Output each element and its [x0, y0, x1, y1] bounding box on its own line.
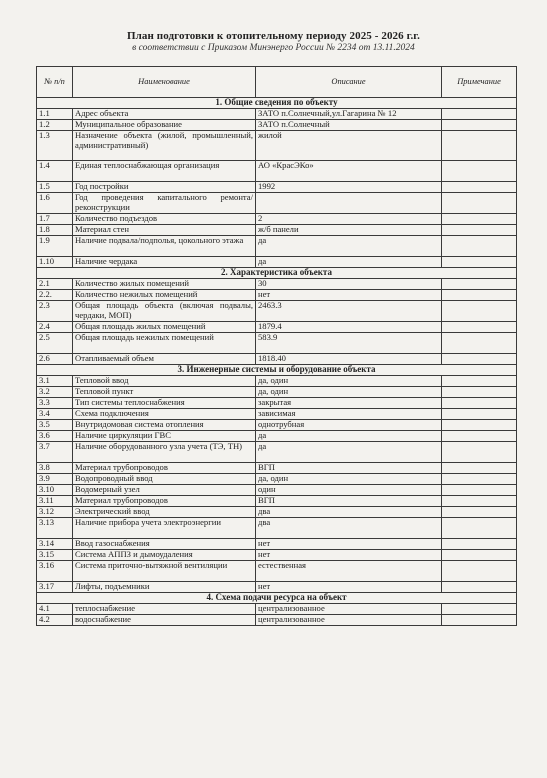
row-note: [442, 615, 517, 626]
row-note: [442, 236, 517, 257]
table-row: [37, 322, 517, 333]
row-number: 3.10: [37, 485, 73, 496]
row-name: Количество нежилых помещений: [73, 290, 256, 301]
document-subtitle: в соответствии с Приказом Минэнерго России № 2234 от 13.11.2024: [132, 43, 415, 53]
row-number: 1.6: [37, 193, 73, 214]
row-name: Наличие оборудованного узла учета (ТЭ, ТН): [73, 442, 256, 463]
row-description: ЗАТО п.Солнечный,ул.Гагарина № 12: [256, 109, 442, 120]
row-note: [442, 582, 517, 593]
row-description: один: [256, 485, 442, 496]
row-number: 2.2.: [37, 290, 73, 301]
table-row: [37, 301, 517, 322]
row-number: 3.12: [37, 507, 73, 518]
table-row: [37, 442, 517, 463]
table-row: [37, 582, 517, 593]
row-name: Общая площадь нежилых помещений: [73, 333, 256, 354]
row-name: Водопроводный ввод: [73, 474, 256, 485]
row-description: нет: [256, 582, 442, 593]
document-title: План подготовки к отопительному периоду 2025 - 2026 г.г.: [126, 30, 421, 42]
row-number: 1.9: [37, 236, 73, 257]
table-row: [37, 182, 517, 193]
row-note: [442, 322, 517, 333]
row-number: 3.6: [37, 431, 73, 442]
table-row: [37, 387, 517, 398]
table-row: [37, 474, 517, 485]
column-header-name: Наименование: [73, 67, 256, 98]
row-description: два: [256, 507, 442, 518]
table-row: [37, 109, 517, 120]
row-name: Материал стен: [73, 225, 256, 236]
row-name: Общая площадь жилых помещений: [73, 322, 256, 333]
row-description: да, один: [256, 376, 442, 387]
row-note: [442, 161, 517, 182]
row-description: нет: [256, 550, 442, 561]
row-note: [442, 496, 517, 507]
row-number: 3.4: [37, 409, 73, 420]
row-description: да, один: [256, 474, 442, 485]
row-note: [442, 376, 517, 387]
row-description: ВГП: [256, 496, 442, 507]
row-number: 1.4: [37, 161, 73, 182]
row-description: 2: [256, 214, 442, 225]
row-number: 3.2: [37, 387, 73, 398]
column-header-description: Описание: [256, 67, 442, 98]
row-note: [442, 279, 517, 290]
table-row: [37, 333, 517, 354]
row-number: 1.2: [37, 120, 73, 131]
row-number: 2.5: [37, 333, 73, 354]
row-number: 3.11: [37, 496, 73, 507]
row-name: Внутридомовая система отопления: [73, 420, 256, 431]
row-number: 1.3: [37, 131, 73, 161]
row-number: 3.9: [37, 474, 73, 485]
row-note: [442, 550, 517, 561]
row-number: 2.6: [37, 354, 73, 365]
row-number: 2.3: [37, 301, 73, 322]
table-row: [37, 376, 517, 387]
row-description: централизованное: [256, 615, 442, 626]
row-description: нет: [256, 290, 442, 301]
row-name: Количество жилых помещений: [73, 279, 256, 290]
row-name: Электрический ввод: [73, 507, 256, 518]
row-note: [442, 409, 517, 420]
row-description: да: [256, 442, 442, 463]
row-number: 4.2: [37, 615, 73, 626]
row-name: Назначение объекта (жилой, промышленный, административный): [73, 131, 256, 161]
table-row: [37, 463, 517, 474]
row-note: [442, 474, 517, 485]
row-note: [442, 398, 517, 409]
table-row: [37, 257, 517, 268]
row-description: да: [256, 431, 442, 442]
row-description: централизованное: [256, 604, 442, 615]
table-row: [37, 398, 517, 409]
row-number: 1.7: [37, 214, 73, 225]
row-note: [442, 387, 517, 398]
row-name: Тепловой ввод: [73, 376, 256, 387]
row-number: 4.1: [37, 604, 73, 615]
row-note: [442, 431, 517, 442]
row-description: однотрубная: [256, 420, 442, 431]
row-description: 30: [256, 279, 442, 290]
row-note: [442, 214, 517, 225]
row-name: Наличие чердака: [73, 257, 256, 268]
row-note: [442, 290, 517, 301]
table-row: [37, 120, 517, 131]
table-row: [37, 236, 517, 257]
table-row: [37, 431, 517, 442]
row-name: теплоснабжение: [73, 604, 256, 615]
section-title: 4. Схема подачи ресурса на объект: [37, 593, 517, 604]
row-note: [442, 193, 517, 214]
row-name: Материал трубопроводов: [73, 463, 256, 474]
row-name: водоснабжение: [73, 615, 256, 626]
section-title: 2. Характеристика объекта: [37, 268, 517, 279]
row-number: 3.15: [37, 550, 73, 561]
row-description: ВГП: [256, 463, 442, 474]
row-number: 1.5: [37, 182, 73, 193]
section-header-row: [37, 593, 517, 604]
row-note: [442, 442, 517, 463]
row-name: Год постройки: [73, 182, 256, 193]
row-number: 3.13: [37, 518, 73, 539]
row-description: зависимая: [256, 409, 442, 420]
row-description: 583.9: [256, 333, 442, 354]
row-name: Адрес объекта: [73, 109, 256, 120]
row-note: [442, 539, 517, 550]
table-row: [37, 214, 517, 225]
table-row: [37, 496, 517, 507]
row-name: Отапливаемый объем: [73, 354, 256, 365]
row-description: да, один: [256, 387, 442, 398]
row-name: Общая площадь объекта (включая подвалы, чердаки, МОП): [73, 301, 256, 322]
row-name: Тепловой пункт: [73, 387, 256, 398]
row-name: Ввод газоснабжения: [73, 539, 256, 550]
section-title: 3. Инженерные системы и оборудование объекта: [37, 365, 517, 376]
row-description: ж/б панели: [256, 225, 442, 236]
row-name: Лифты, подъемники: [73, 582, 256, 593]
table-row: [37, 290, 517, 301]
row-name: Материал трубопроводов: [73, 496, 256, 507]
table-body: [37, 98, 517, 626]
row-number: 3.8: [37, 463, 73, 474]
row-note: [442, 604, 517, 615]
column-header-number: № п/п: [37, 67, 73, 98]
table-row: [37, 485, 517, 496]
row-number: 3.1: [37, 376, 73, 387]
row-number: 2.4: [37, 322, 73, 333]
table-row: [37, 604, 517, 615]
table-row: [37, 131, 517, 161]
row-note: [442, 225, 517, 236]
row-name: Система АППЗ и дымоудаления: [73, 550, 256, 561]
row-number: 2.1: [37, 279, 73, 290]
row-description: да: [256, 257, 442, 268]
row-name: Наличие подвала/подполья, цокольного этажа: [73, 236, 256, 257]
table-row: [37, 539, 517, 550]
section-header-row: [37, 98, 517, 109]
row-name: Единая теплоснабжающая организация: [73, 161, 256, 182]
row-description: АО «КрасЭКо»: [256, 161, 442, 182]
row-number: 3.16: [37, 561, 73, 582]
table-row: [37, 409, 517, 420]
row-description: закрытая: [256, 398, 442, 409]
row-name: Наличие прибора учета электроэнергии: [73, 518, 256, 539]
row-note: [442, 131, 517, 161]
row-number: 3.7: [37, 442, 73, 463]
table-row: [37, 420, 517, 431]
row-name: Год проведения капитального ремонта/реконструкции: [73, 193, 256, 214]
table-row: [37, 225, 517, 236]
table-header-row: [37, 67, 517, 98]
row-number: 1.8: [37, 225, 73, 236]
row-description: нет: [256, 539, 442, 550]
row-note: [442, 333, 517, 354]
row-note: [442, 485, 517, 496]
row-number: 3.3: [37, 398, 73, 409]
plan-table: [36, 66, 517, 626]
table-row: [37, 550, 517, 561]
table-row: [37, 193, 517, 214]
table-row: [37, 161, 517, 182]
table-row: [37, 615, 517, 626]
row-name: Муниципальное образование: [73, 120, 256, 131]
row-description: 2463.3: [256, 301, 442, 322]
row-note: [442, 257, 517, 268]
row-description: да: [256, 236, 442, 257]
row-number: 3.14: [37, 539, 73, 550]
table-row: [37, 279, 517, 290]
row-description: естественная: [256, 561, 442, 582]
table-row: [37, 561, 517, 582]
section-header-row: [37, 268, 517, 279]
row-note: [442, 354, 517, 365]
row-description: два: [256, 518, 442, 539]
row-name: Наличие циркуляции ГВС: [73, 431, 256, 442]
row-name: Схема подключения: [73, 409, 256, 420]
row-note: [442, 463, 517, 474]
row-name: Количество подъездов: [73, 214, 256, 225]
row-note: [442, 420, 517, 431]
row-description: жилой: [256, 131, 442, 161]
column-header-note: Примечание: [442, 67, 517, 98]
row-note: [442, 507, 517, 518]
row-name: Водомерный узел: [73, 485, 256, 496]
row-number: 3.17: [37, 582, 73, 593]
section-title: 1. Общие сведения по объекту: [37, 98, 517, 109]
row-note: [442, 301, 517, 322]
row-description: 1818.40: [256, 354, 442, 365]
row-note: [442, 120, 517, 131]
row-description: 1992: [256, 182, 442, 193]
row-number: 3.5: [37, 420, 73, 431]
row-name: Система приточно-вытяжной вентиляции: [73, 561, 256, 582]
table-row: [37, 507, 517, 518]
row-note: [442, 561, 517, 582]
row-note: [442, 182, 517, 193]
row-description: [256, 193, 442, 214]
row-number: 1.1: [37, 109, 73, 120]
table-row: [37, 354, 517, 365]
row-note: [442, 518, 517, 539]
section-header-row: [37, 365, 517, 376]
row-name: Тип системы теплоснабжения: [73, 398, 256, 409]
row-description: ЗАТО п.Солнечный: [256, 120, 442, 131]
table-row: [37, 518, 517, 539]
row-note: [442, 109, 517, 120]
row-number: 1.10: [37, 257, 73, 268]
row-description: 1879.4: [256, 322, 442, 333]
